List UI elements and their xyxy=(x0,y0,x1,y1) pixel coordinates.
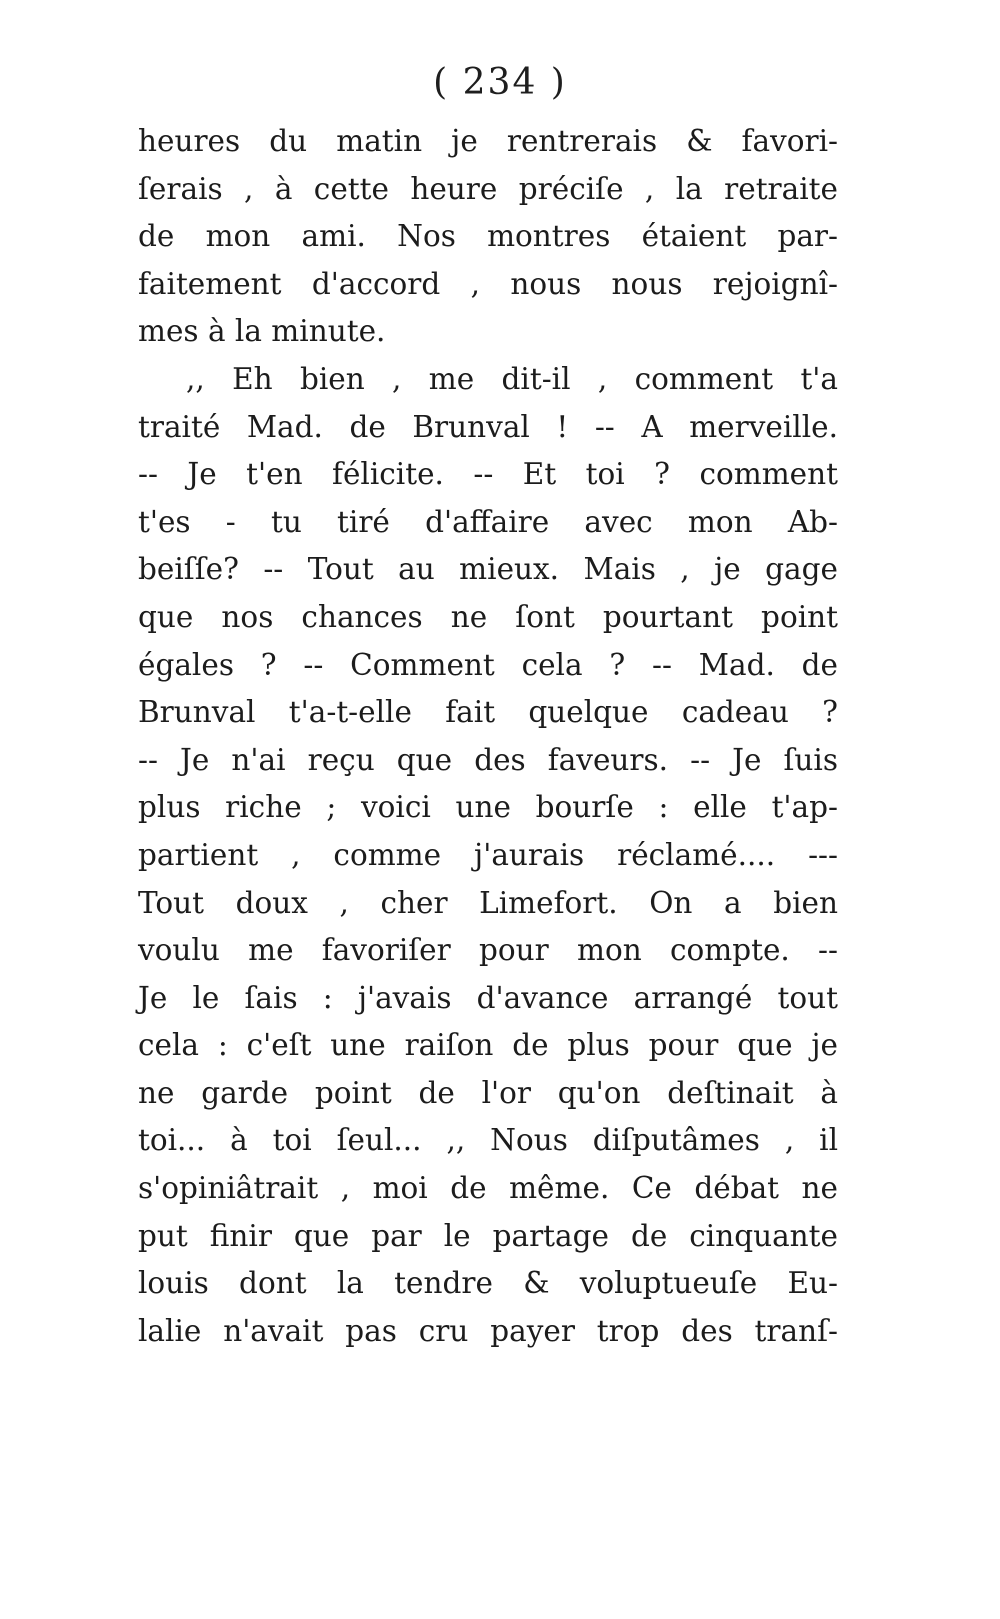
text-line: louis dont la tendre & voluptueuſe Eu- xyxy=(138,1266,838,1301)
page-number: ( 234 ) xyxy=(433,62,567,103)
text-line: beiſſe? -- Tout au mieux. Mais , je gage xyxy=(138,552,838,587)
text-line: -- Je n'ai reçu que des faveurs. -- Je ſuis xyxy=(138,742,838,777)
text-line: voulu me favoriſer pour mon compte. -- xyxy=(138,933,838,968)
text-line: put finir que par le partage de cinquante xyxy=(138,1218,838,1253)
text-line: ne garde point de l'or qu'on deſtinait à xyxy=(138,1075,838,1110)
body-text xyxy=(138,118,838,1355)
text-line: ſerais , à cette heure préciſe , la retraite xyxy=(138,171,838,206)
text-line: -- Je t'en félicite. -- Et toi ? comment xyxy=(138,457,838,492)
text-line: t'es - tu tiré d'affaire avec mon Ab- xyxy=(138,504,838,539)
text-line: traité Mad. de Brunval ! -- A merveille. xyxy=(138,409,838,444)
text-line: ,, Eh bien , me dit-il , comment t'a xyxy=(186,361,838,396)
text-line: mes à la minute. xyxy=(138,314,386,349)
text-line: plus riche ; voici une bourſe : elle t'ap- xyxy=(138,790,838,825)
text-line: que nos chances ne ſont pourtant point xyxy=(138,599,838,634)
text-line: Brunval t'a-t-elle fait quelque cadeau ? xyxy=(138,695,838,730)
text-line: de mon ami. Nos montres étaient par- xyxy=(138,219,838,254)
text-line: faitement d'accord , nous nous rejoignî- xyxy=(138,266,838,301)
text-line: heures du matin je rentrerais & favori- xyxy=(138,124,838,158)
text-line: s'opiniâtrait , moi de même. Ce débat ne xyxy=(138,1171,838,1206)
text-line: lalie n'avait pas cru payer trop des tranſ- xyxy=(138,1313,838,1348)
text-line: cela : c'eſt une raiſon de plus pour que je xyxy=(138,1028,838,1063)
text-line: toi... à toi ſeul... ,, Nous diſputâmes , il xyxy=(138,1123,838,1158)
text-line: Je le ſais : j'avais d'avance arrangé tout xyxy=(138,980,838,1015)
text-line: partient , comme j'aurais réclamé.... --- xyxy=(138,837,838,872)
text-line: Tout doux , cher Limefort. On a bien xyxy=(138,885,838,920)
text-line: égales ? -- Comment cela ? -- Mad. de xyxy=(138,647,838,682)
